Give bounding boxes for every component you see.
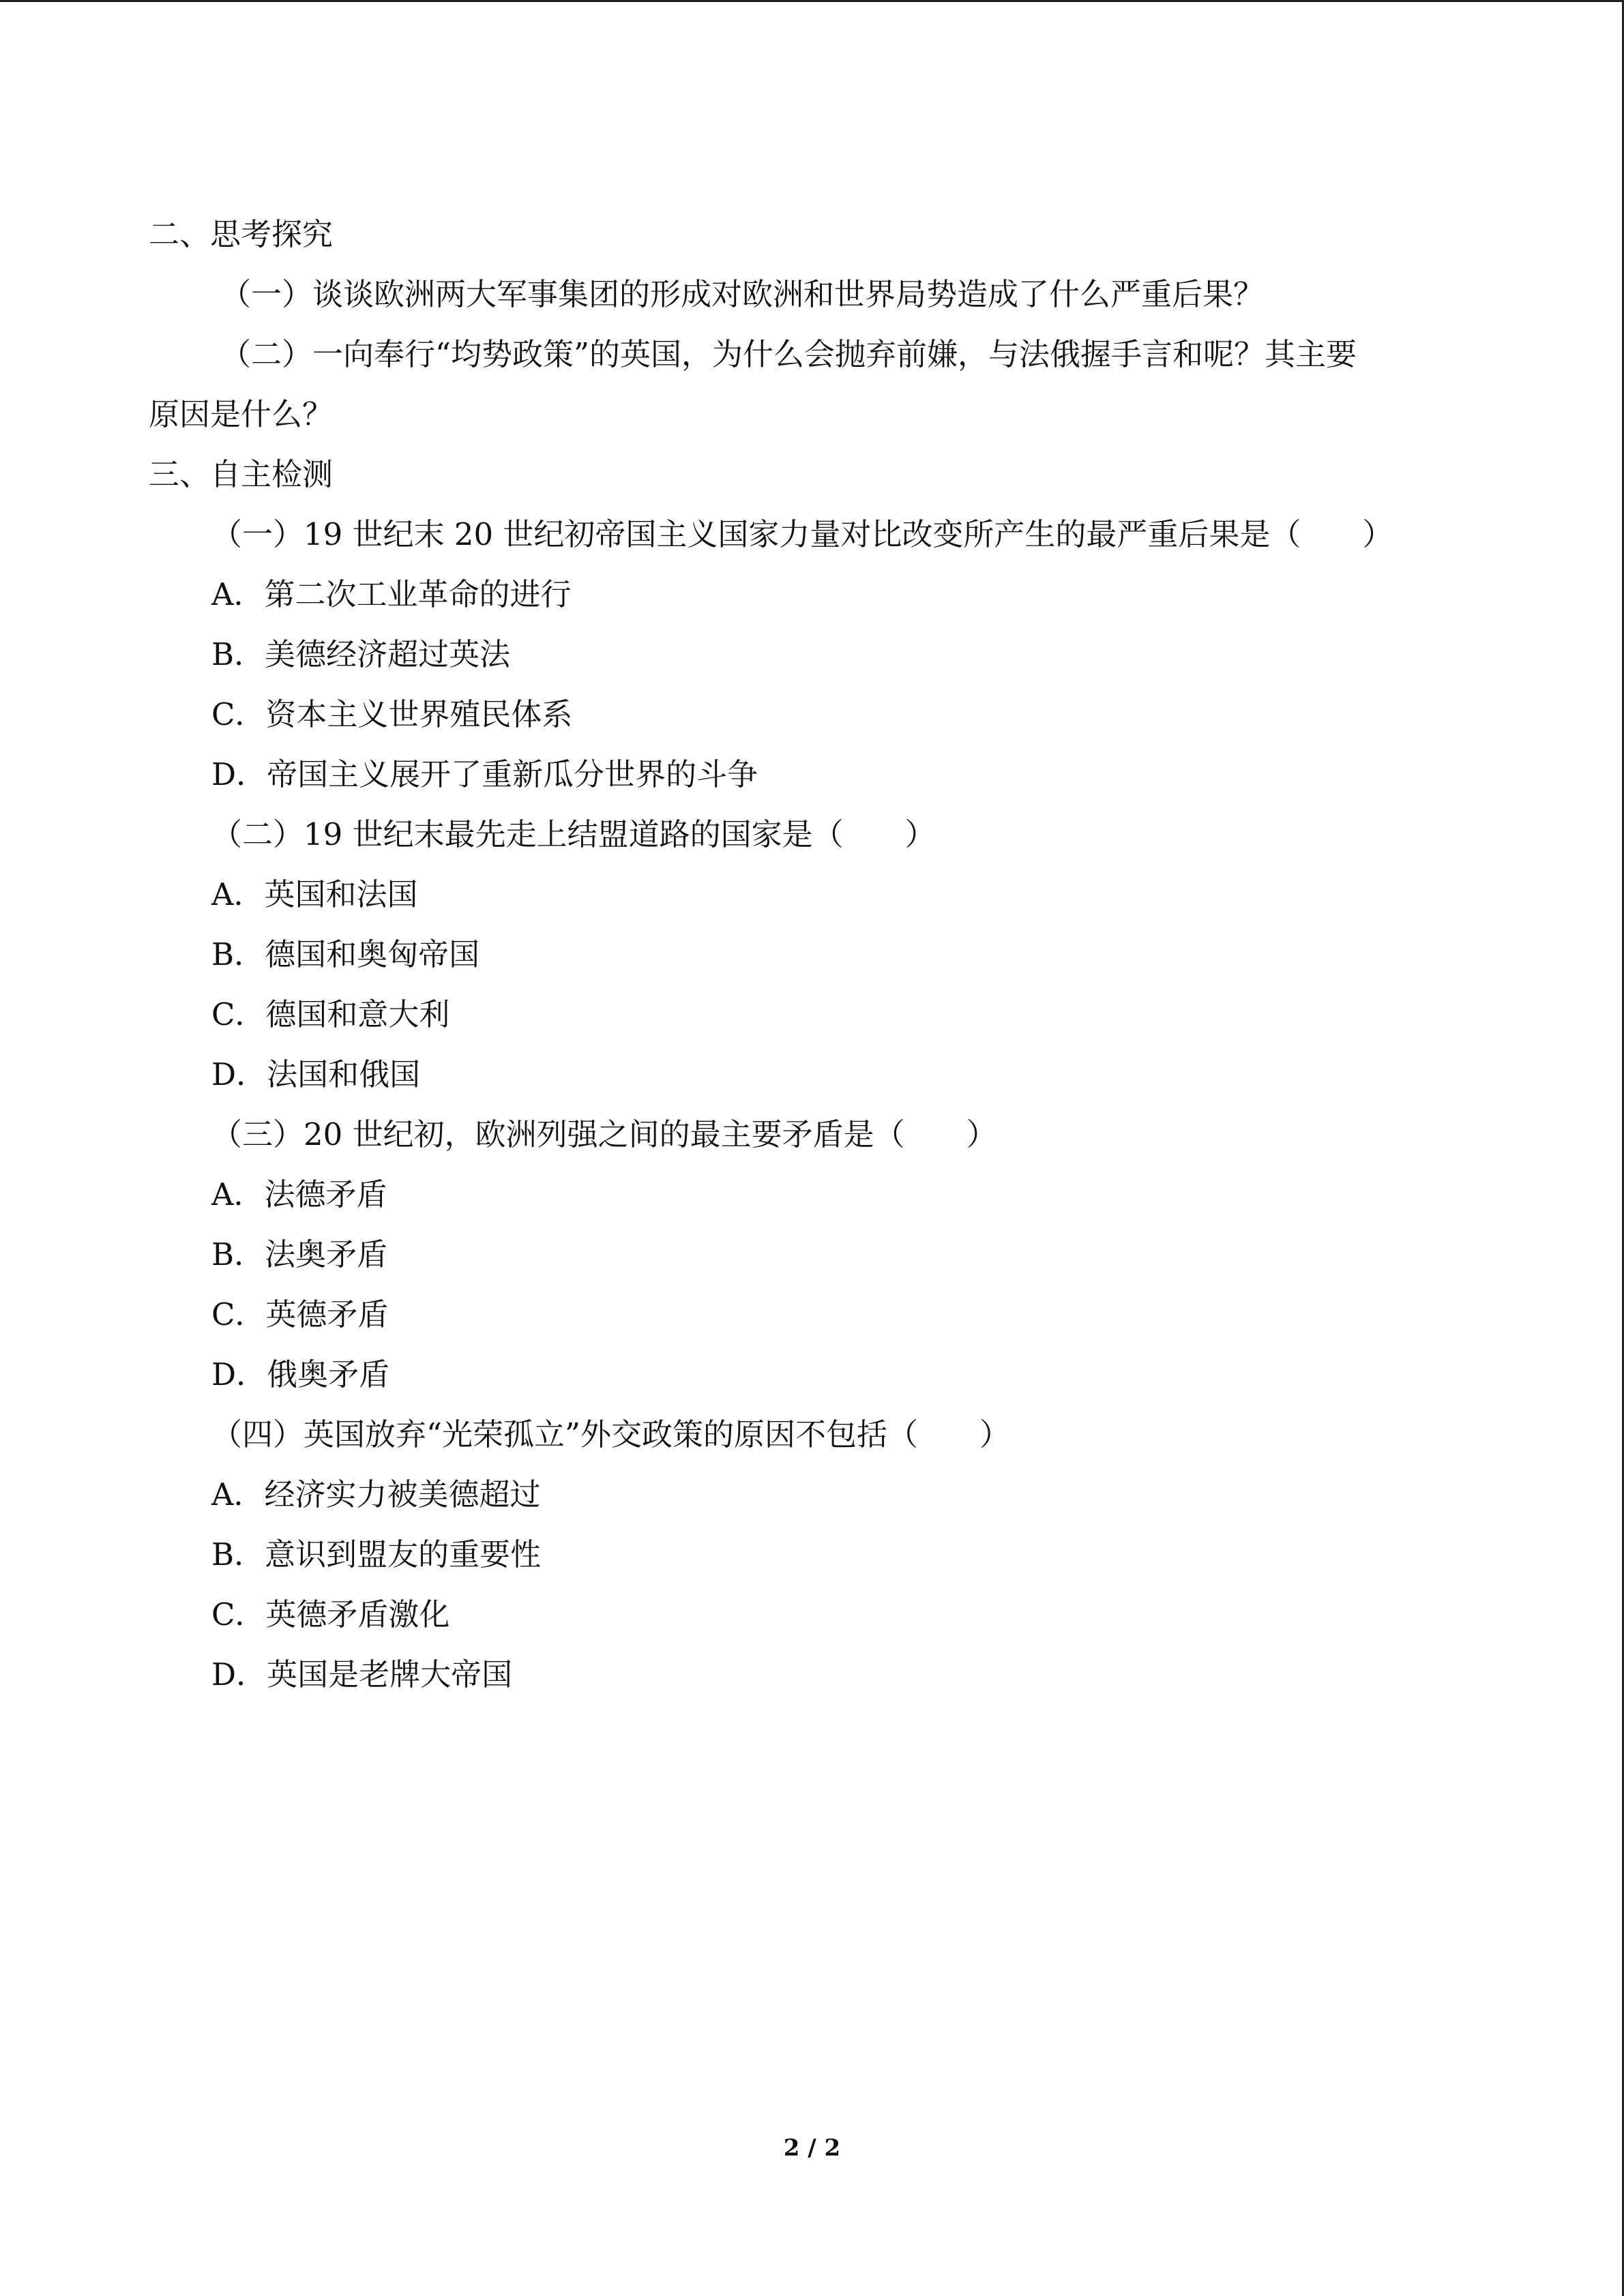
document-body (149, 205, 1465, 1705)
option-b: B．德国和奥匈帝国 (211, 936, 480, 972)
option-c: C．英德矛盾 (211, 1296, 389, 1332)
option-c: C．英德矛盾激化 (211, 1596, 450, 1632)
option-a: A．第二次工业革命的进行 (211, 576, 572, 612)
option-c: C．德国和意大利 (211, 996, 450, 1032)
think-question-2-line-1: （二）一向奉行“均势政策”的英国，为什么会抛弃前嫌，与法俄握手言和呢？其主要 (220, 336, 1357, 372)
section-heading-think: 二、思考探究 (149, 216, 334, 252)
option-d: D．法国和俄国 (211, 1056, 421, 1092)
option-d: D．英国是老牌大帝国 (211, 1656, 513, 1693)
check-question-1 (149, 505, 1465, 805)
section-heading-check: 三、自主检测 (149, 456, 334, 492)
option-b: B．法奥矛盾 (211, 1236, 388, 1272)
option-a: A．经济实力被美德超过 (211, 1476, 541, 1512)
think-question-2-line-2: 原因是什么？ (149, 396, 334, 432)
question-stem: （三）20 世纪初，欧洲列强之间的最主要矛盾是（ ） (211, 1116, 997, 1152)
question-stem: （一）19 世纪末 20 世纪初帝国主义国家力量对比改变所产生的最严重后果是（ ） (211, 516, 1393, 552)
option-d: D．俄奥矛盾 (211, 1356, 390, 1392)
option-c: C．资本主义世界殖民体系 (211, 696, 573, 732)
option-a: A．英国和法国 (211, 876, 418, 912)
think-question-1: （一）谈谈欧洲两大军事集团的形成对欧洲和世界局势造成了什么严重后果？ (220, 276, 1265, 312)
check-question-3 (149, 1105, 1465, 1405)
option-a: A．法德矛盾 (211, 1176, 387, 1212)
page-number: 2 / 2 (783, 2134, 841, 2162)
option-d: D．帝国主义展开了重新瓜分世界的斗争 (211, 756, 758, 792)
option-b: B．意识到盟友的重要性 (211, 1536, 542, 1572)
check-question-2 (149, 805, 1465, 1105)
option-b: B．美德经济超过英法 (211, 636, 511, 672)
question-stem: （四）英国放弃“光荣孤立”外交政策的原因不包括（ ） (211, 1416, 1011, 1452)
question-stem: （二）19 世纪末最先走上结盟道路的国家是（ ） (211, 816, 936, 852)
check-question-4 (149, 1405, 1465, 1705)
